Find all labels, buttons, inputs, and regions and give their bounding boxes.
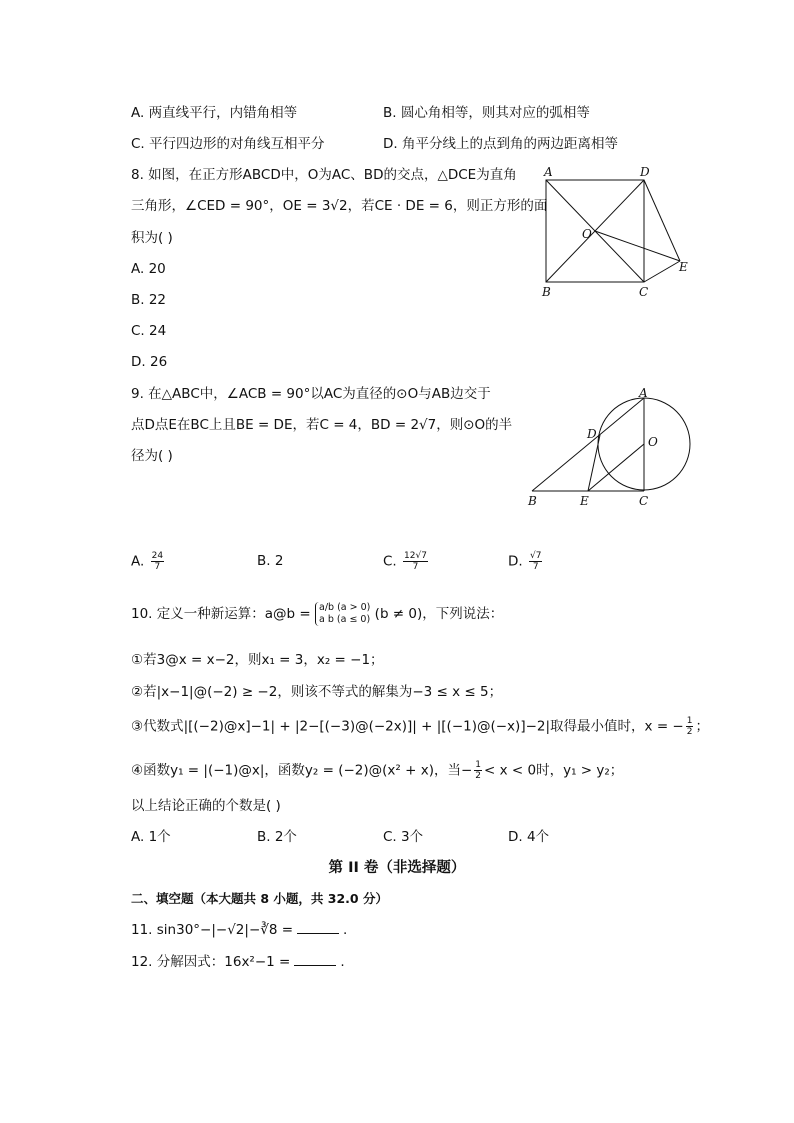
- segment-ab: [532, 398, 644, 491]
- q9-option-d-num: √7: [529, 551, 542, 561]
- q10-s3-num: 1: [686, 716, 693, 726]
- q10-option-a: A. 1个: [131, 829, 171, 845]
- q10-s4-main: ④函数y₁ = |(−1)@x|，函数y₂ = (−2)@(x² + x)，当−: [131, 762, 473, 779]
- label-o: O: [648, 435, 658, 449]
- q8-stem-line2: 三角形，∠CED = 90°，OE = 3√2，若CE · DE = 6，则正方形的面: [131, 198, 548, 214]
- q10-option-d: D. 4个: [508, 829, 550, 845]
- q10-option-c: C. 3个: [383, 829, 424, 845]
- q9-option-d-fraction: [529, 551, 542, 572]
- q10-s3-den: 2: [686, 727, 693, 737]
- label-b: B: [528, 494, 537, 508]
- label-b: B: [542, 285, 551, 299]
- q8-option-a: A. 20: [131, 261, 166, 277]
- q10-s3-main: ③代数式|[(−2)@x]−1| + |2−[(−3)@(−2x)]| + |[(−1)@(−x)]−2|取得最小值时，x = −: [131, 718, 684, 735]
- q12-text: 12. 分解因式：16x²−1 =: [131, 954, 291, 970]
- q8-option-c: C. 24: [131, 323, 167, 339]
- label-c: C: [639, 285, 649, 299]
- segment-de: [644, 180, 680, 261]
- label-a: A: [639, 386, 648, 400]
- q10-case1: a/b (a > 0): [319, 602, 371, 613]
- q9-option-c-prefix: C.: [383, 553, 397, 570]
- q7-option-c: C. 平行四边形的对角线互相平分: [131, 136, 325, 152]
- q10-s4-num: 1: [475, 760, 482, 770]
- q8-square-figure: [535, 165, 695, 305]
- q10-stem: [131, 601, 503, 627]
- q10-statement-1: ①若3@x = x−2，则x₁ = 3，x₂ = −1；: [131, 652, 384, 668]
- q10-statement-2: ②若|x−1|@(−2) ≥ −2，则该不等式的解集为−3 ≤ x ≤ 5；: [131, 684, 503, 700]
- q11: [131, 920, 347, 940]
- q11-answer-blank[interactable]: [297, 921, 339, 934]
- q10-stem-suffix: (b ≠ 0)，下列说法：: [374, 606, 504, 622]
- q10-s3-end: ；: [695, 718, 709, 735]
- q9-circle-figure: [520, 383, 700, 513]
- q8-option-b: B. 22: [131, 292, 167, 308]
- q10-option-b: B. 2个: [257, 829, 297, 845]
- segment-oe: [595, 231, 680, 261]
- q10-statement-4: [131, 760, 623, 781]
- q7-option-b: B. 圆心角相等，则其对应的弧相等: [383, 105, 590, 121]
- q12-end: .: [340, 954, 345, 970]
- q10-s4-fraction: [474, 760, 482, 781]
- q9-option-c-num: 12√7: [404, 551, 427, 561]
- segment-ce: [644, 261, 680, 282]
- q9-option-a-fraction: [151, 551, 164, 572]
- section2-heading: 二、填空题（本大题共 8 小题，共 32.0 分）: [131, 891, 388, 906]
- q9-option-c: [383, 551, 430, 572]
- q9-stem-line2: 点D点E在BC上且BE = DE，若C = 4，BD = 2√7，则⊙O的半: [131, 417, 513, 433]
- q9-option-d-prefix: D.: [508, 553, 523, 570]
- q10-piecewise: [315, 602, 370, 626]
- label-c: C: [639, 494, 649, 508]
- q9-option-a: [131, 551, 166, 572]
- label-e: E: [580, 494, 589, 508]
- q7-option-a: A. 两直线平行，内错角相等: [131, 105, 298, 121]
- q11-text: 11. sin30°−|−√2|−∛8 =: [131, 922, 294, 938]
- q10-s4-den: 2: [475, 771, 482, 781]
- q8-option-d: D. 26: [131, 354, 168, 370]
- q10-stem-prefix: 10. 定义一种新运算：a@b =: [131, 606, 311, 622]
- q8-stem-line3: 积为( ): [131, 230, 173, 246]
- q9-option-c-den: 7: [412, 562, 419, 572]
- q9-stem-line3: 径为( ): [131, 448, 173, 464]
- q9-stem-line1: 9. 在△ABC中，∠ACB = 90°以AC为直径的⊙O与AB边交于: [131, 386, 491, 402]
- q9-option-d-den: 7: [532, 562, 539, 572]
- q9-option-a-num: 24: [151, 551, 164, 561]
- q9-option-a-prefix: A.: [131, 553, 145, 570]
- q12-answer-blank[interactable]: [294, 953, 336, 966]
- q7-option-d: D. 角平分线上的点到角的两边距离相等: [383, 136, 618, 152]
- q10-statement-3: [131, 716, 709, 737]
- q8-stem-line1: 8. 如图，在正方形ABCD中，O为AC、BD的交点，△DCE为直角: [131, 167, 517, 183]
- q10-conclusion: 以上结论正确的个数是( ): [131, 798, 281, 814]
- q9-option-d: [508, 551, 544, 572]
- q9-option-c-fraction: [403, 551, 428, 572]
- label-e: E: [679, 260, 688, 274]
- label-d: D: [587, 427, 597, 441]
- q9-option-b: B. 2: [257, 553, 284, 569]
- label-a: A: [544, 165, 553, 179]
- q10-s3-fraction: [686, 716, 694, 737]
- q10-s4-end: < x < 0时，y₁ > y₂；: [484, 762, 624, 779]
- q10-case2: a b (a ≤ 0): [319, 614, 371, 625]
- label-d: D: [640, 165, 650, 179]
- q11-end: .: [343, 922, 348, 938]
- section2-title: 第 II 卷（非选择题）: [328, 860, 466, 876]
- q12: [131, 952, 345, 972]
- q9-option-a-den: 7: [154, 562, 161, 572]
- label-o: O: [582, 227, 592, 241]
